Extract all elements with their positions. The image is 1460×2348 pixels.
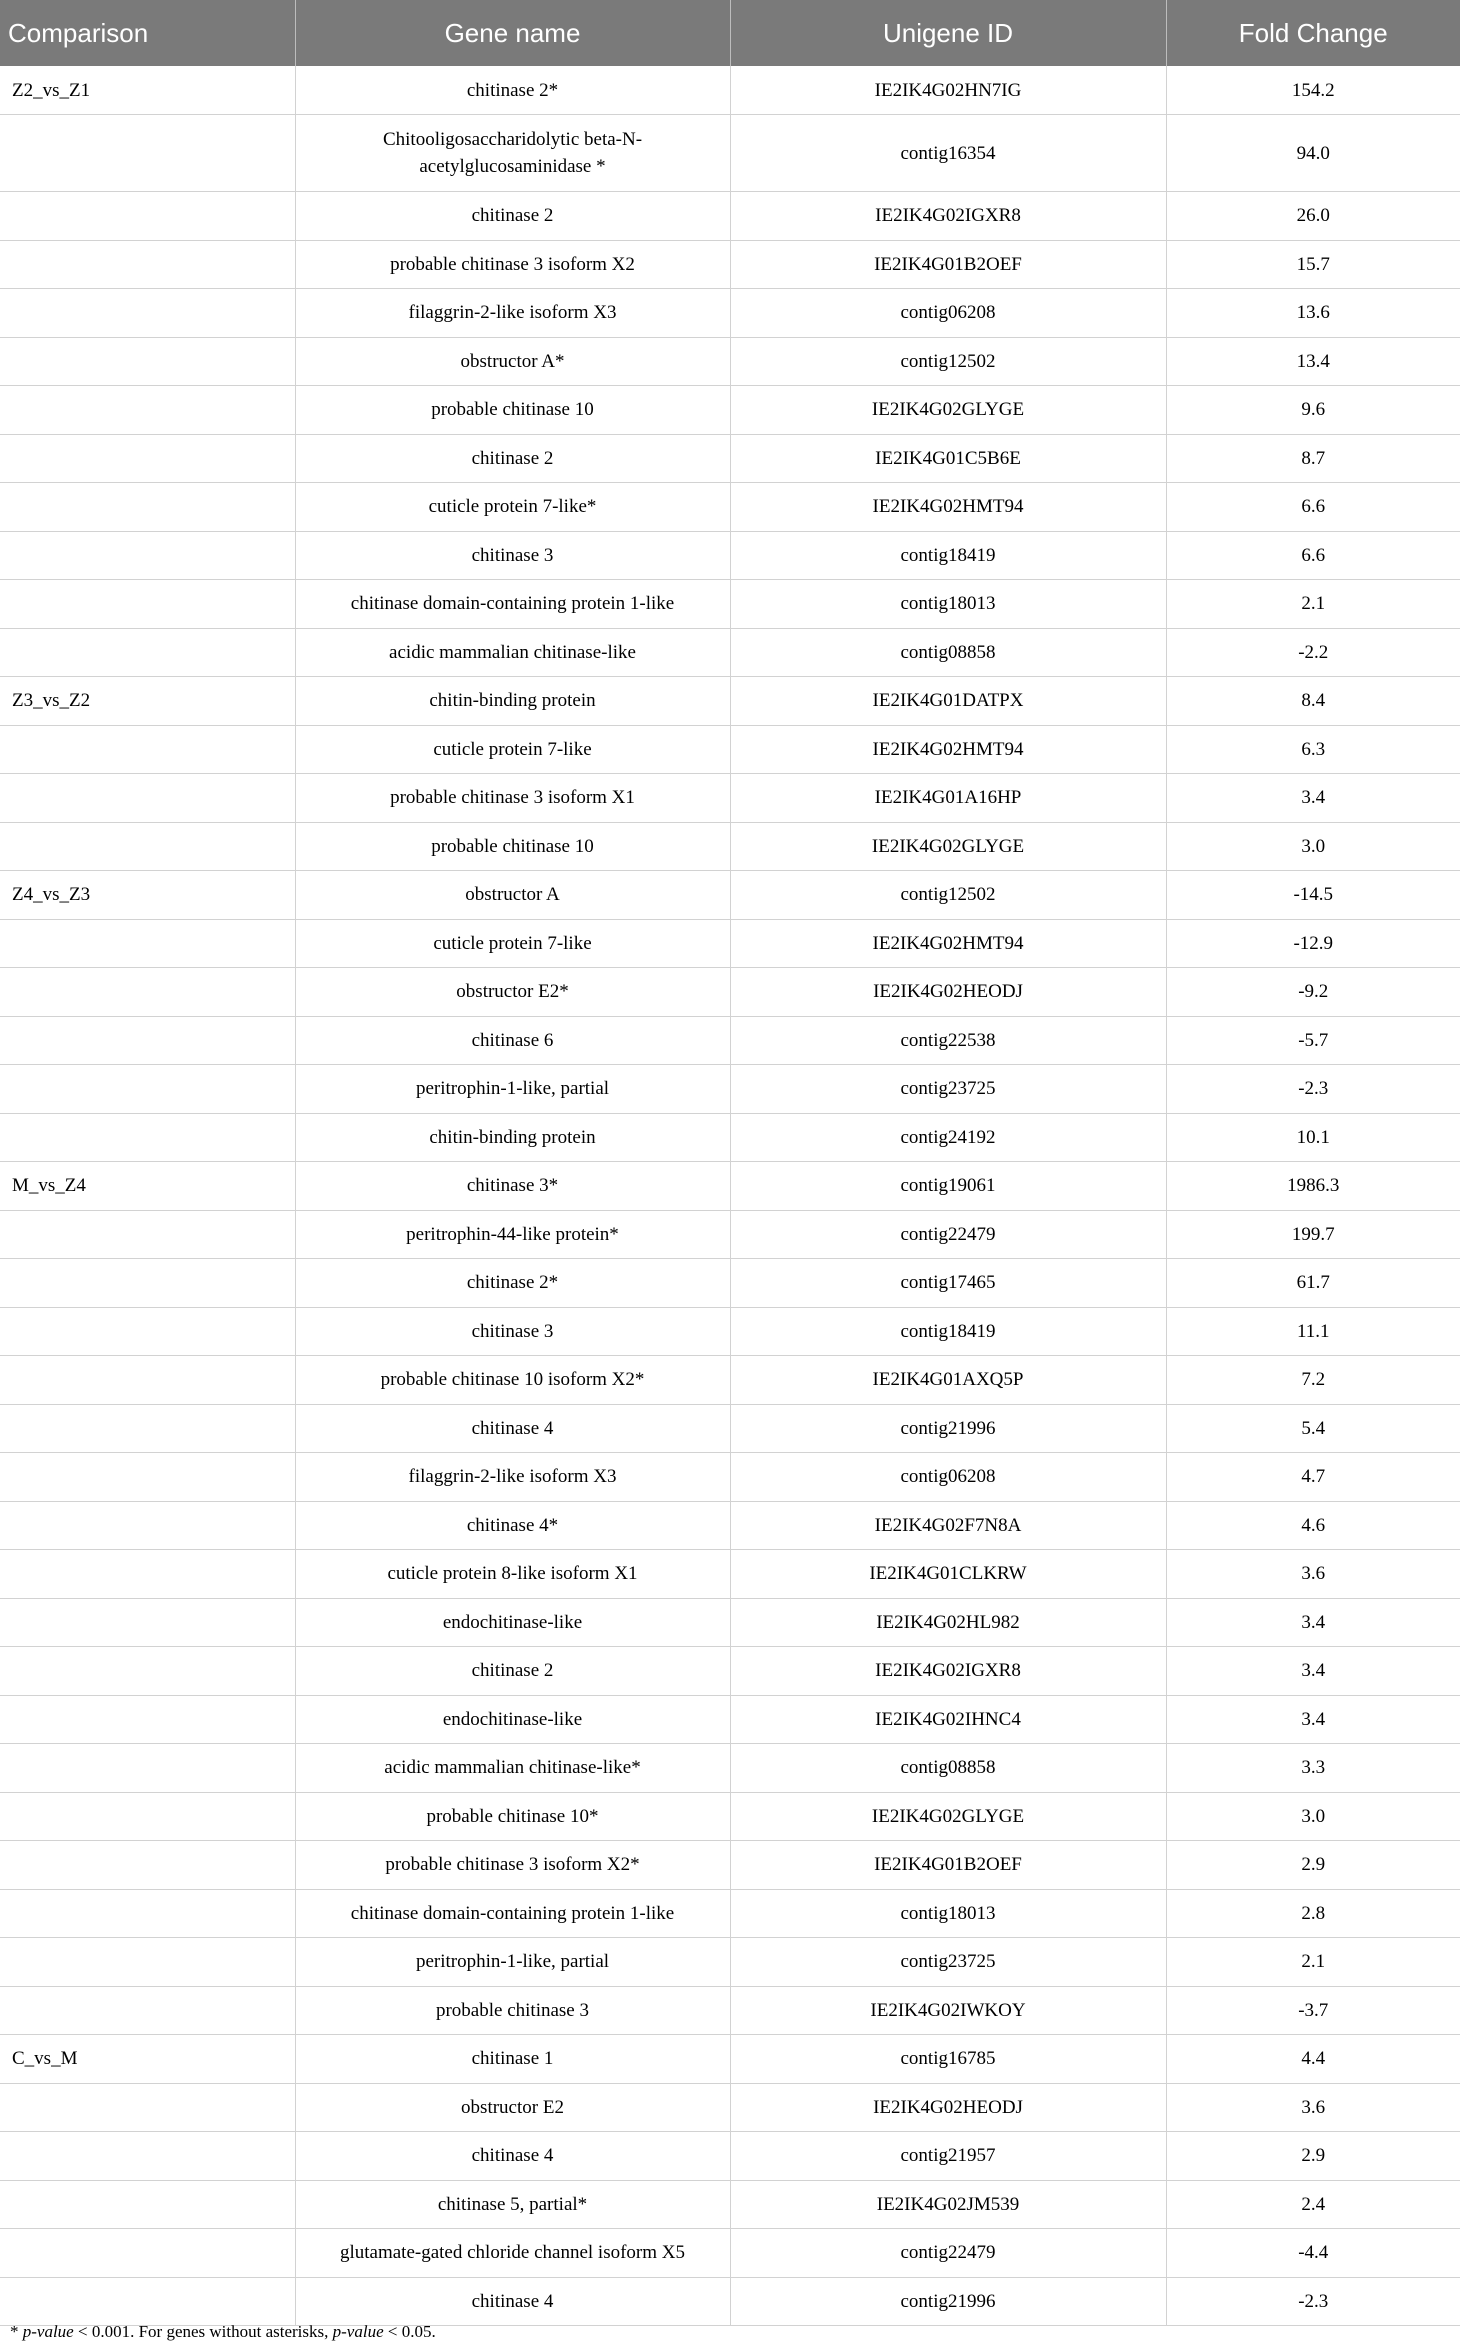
table-row (0, 1841, 1460, 1890)
cell-unigene-id: IE2IK4G02HMT94 (730, 725, 1166, 774)
cell-unigene-id: IE2IK4G02IGXR8 (730, 192, 1166, 241)
table-row (0, 1501, 1460, 1550)
cell-gene-name: chitinase 5, partial* (295, 2180, 730, 2229)
cell-comparison (0, 1598, 295, 1647)
cell-comparison (0, 115, 295, 192)
cell-fold-change: 3.3 (1166, 1744, 1460, 1793)
table-row (0, 1695, 1460, 1744)
cell-fold-change: 3.4 (1166, 1647, 1460, 1696)
cell-comparison (0, 1356, 295, 1405)
cell-unigene-id: IE2IK4G02F7N8A (730, 1501, 1166, 1550)
cell-unigene-id: IE2IK4G02IWKOY (730, 1986, 1166, 2035)
cell-fold-change: 4.7 (1166, 1453, 1460, 1502)
cell-unigene-id: contig16785 (730, 2035, 1166, 2084)
cell-comparison (0, 628, 295, 677)
cell-fold-change: 10.1 (1166, 1113, 1460, 1162)
cell-gene-name: chitinase 3 (295, 531, 730, 580)
cell-fold-change: 154.2 (1166, 66, 1460, 115)
cell-fold-change: 15.7 (1166, 240, 1460, 289)
table-row (0, 66, 1460, 115)
cell-unigene-id: contig21996 (730, 1404, 1166, 1453)
cell-comparison (0, 1744, 295, 1793)
table-row (0, 774, 1460, 823)
cell-gene-name: cuticle protein 8-like isoform X1 (295, 1550, 730, 1599)
cell-gene-name: peritrophin-44-like protein* (295, 1210, 730, 1259)
cell-comparison (0, 1841, 295, 1890)
table-row (0, 1792, 1460, 1841)
footnote-asterisk: * (10, 2322, 19, 2341)
cell-unigene-id: contig18013 (730, 1889, 1166, 1938)
table-row (0, 1356, 1460, 1405)
header-fold-change: Fold Change (1166, 0, 1460, 66)
cell-gene-name: probable chitinase 3 (295, 1986, 730, 2035)
cell-comparison: C_vs_M (0, 2035, 295, 2084)
table-row (0, 2180, 1460, 2229)
cell-comparison (0, 289, 295, 338)
table-row (0, 1598, 1460, 1647)
table-row (0, 677, 1460, 726)
cell-gene-name: chitinase 3* (295, 1162, 730, 1211)
cell-fold-change: 3.4 (1166, 774, 1460, 823)
table-row (0, 2035, 1460, 2084)
table-row (0, 1744, 1460, 1793)
table-row (0, 1307, 1460, 1356)
cell-fold-change: -2.2 (1166, 628, 1460, 677)
cell-unigene-id: contig21996 (730, 2277, 1166, 2326)
cell-unigene-id: contig23725 (730, 1065, 1166, 1114)
table-row (0, 580, 1460, 629)
table-row (0, 1889, 1460, 1938)
table-row (0, 1210, 1460, 1259)
cell-fold-change: 6.6 (1166, 531, 1460, 580)
cell-unigene-id: contig18419 (730, 1307, 1166, 1356)
cell-unigene-id: IE2IK4G01CLKRW (730, 1550, 1166, 1599)
cell-comparison (0, 1501, 295, 1550)
cell-gene-name: chitinase 2 (295, 1647, 730, 1696)
cell-gene-name: peritrophin-1-like, partial (295, 1065, 730, 1114)
cell-gene-name: chitinase 4 (295, 1404, 730, 1453)
cell-gene-name: filaggrin-2-like isoform X3 (295, 1453, 730, 1502)
table-row (0, 115, 1460, 192)
cell-unigene-id: IE2IK4G02HMT94 (730, 483, 1166, 532)
cell-unigene-id: IE2IK4G02HN7IG (730, 66, 1166, 115)
cell-gene-name: obstructor E2 (295, 2083, 730, 2132)
cell-unigene-id: contig06208 (730, 1453, 1166, 1502)
cell-fold-change: 3.6 (1166, 1550, 1460, 1599)
table-row (0, 1065, 1460, 1114)
cell-fold-change: 6.6 (1166, 483, 1460, 532)
cell-unigene-id: contig19061 (730, 1162, 1166, 1211)
cell-comparison (0, 1259, 295, 1308)
cell-gene-name: probable chitinase 10 (295, 822, 730, 871)
cell-unigene-id: IE2IK4G02HMT94 (730, 919, 1166, 968)
cell-comparison (0, 580, 295, 629)
cell-gene-name: obstructor A (295, 871, 730, 920)
cell-gene-name: probable chitinase 10* (295, 1792, 730, 1841)
cell-fold-change: 9.6 (1166, 386, 1460, 435)
table-row (0, 1404, 1460, 1453)
cell-fold-change: 2.1 (1166, 1938, 1460, 1987)
table-row (0, 822, 1460, 871)
cell-comparison (0, 386, 295, 435)
cell-unigene-id: contig21957 (730, 2132, 1166, 2181)
table-row (0, 2132, 1460, 2181)
cell-gene-name: peritrophin-1-like, partial (295, 1938, 730, 1987)
table-header (0, 0, 1460, 66)
footnote (10, 2322, 436, 2342)
cell-fold-change: 3.6 (1166, 2083, 1460, 2132)
cell-fold-change: 2.8 (1166, 1889, 1460, 1938)
cell-comparison: Z2_vs_Z1 (0, 66, 295, 115)
cell-gene-name: probable chitinase 10 isoform X2* (295, 1356, 730, 1405)
cell-fold-change: 8.7 (1166, 434, 1460, 483)
cell-unigene-id: contig18013 (730, 580, 1166, 629)
cell-unigene-id: IE2IK4G01B2OEF (730, 240, 1166, 289)
cell-gene-name: cuticle protein 7-like (295, 725, 730, 774)
table-row (0, 1647, 1460, 1696)
footnote-pvalue-label-2: p-value (332, 2322, 384, 2341)
cell-unigene-id: IE2IK4G02GLYGE (730, 822, 1166, 871)
cell-comparison (0, 2277, 295, 2326)
cell-gene-name: probable chitinase 3 isoform X2 (295, 240, 730, 289)
cell-gene-name: chitinase domain-containing protein 1-like (295, 1889, 730, 1938)
cell-fold-change: -12.9 (1166, 919, 1460, 968)
cell-comparison (0, 1453, 295, 1502)
cell-fold-change: 3.0 (1166, 822, 1460, 871)
cell-unigene-id: IE2IK4G01AXQ5P (730, 1356, 1166, 1405)
cell-fold-change: 2.9 (1166, 2132, 1460, 2181)
table-row (0, 240, 1460, 289)
cell-comparison (0, 337, 295, 386)
cell-comparison (0, 2083, 295, 2132)
table-row (0, 531, 1460, 580)
cell-comparison (0, 2132, 295, 2181)
cell-gene-name: acidic mammalian chitinase-like (295, 628, 730, 677)
cell-comparison (0, 822, 295, 871)
footnote-pvalue-label: p-value (22, 2322, 74, 2341)
cell-unigene-id: contig22479 (730, 2229, 1166, 2278)
footnote-text-1: < 0.001. For genes without asterisks, (73, 2322, 333, 2341)
table-row (0, 434, 1460, 483)
cell-gene-name: probable chitinase 3 isoform X1 (295, 774, 730, 823)
header-gene-name: Gene name (295, 0, 730, 66)
cell-fold-change: 3.4 (1166, 1598, 1460, 1647)
cell-gene-name: obstructor A* (295, 337, 730, 386)
cell-gene-name: chitinase 4* (295, 1501, 730, 1550)
table-row (0, 1162, 1460, 1211)
cell-unigene-id: IE2IK4G02GLYGE (730, 1792, 1166, 1841)
cell-unigene-id: contig08858 (730, 1744, 1166, 1793)
cell-gene-name: acidic mammalian chitinase-like* (295, 1744, 730, 1793)
cell-comparison (0, 483, 295, 532)
cell-gene-name: chitinase 4 (295, 2132, 730, 2181)
header-row (0, 0, 1460, 66)
cell-comparison (0, 725, 295, 774)
cell-unigene-id: IE2IK4G02HEODJ (730, 2083, 1166, 2132)
header-unigene-id: Unigene ID (730, 0, 1166, 66)
table-row (0, 289, 1460, 338)
cell-fold-change: 4.4 (1166, 2035, 1460, 2084)
cell-gene-name: filaggrin-2-like isoform X3 (295, 289, 730, 338)
cell-gene-name: probable chitinase 10 (295, 386, 730, 435)
cell-comparison (0, 1113, 295, 1162)
table-row (0, 1550, 1460, 1599)
cell-comparison (0, 1307, 295, 1356)
footnote-text-2: < 0.05. (383, 2322, 436, 2341)
cell-unigene-id: IE2IK4G02JM539 (730, 2180, 1166, 2229)
cell-comparison (0, 1647, 295, 1696)
table-row (0, 2229, 1460, 2278)
cell-comparison (0, 1938, 295, 1987)
cell-gene-name: probable chitinase 3 isoform X2* (295, 1841, 730, 1890)
cell-fold-change: 94.0 (1166, 115, 1460, 192)
cell-gene-name: endochitinase-like (295, 1598, 730, 1647)
cell-fold-change: 11.1 (1166, 1307, 1460, 1356)
cell-fold-change: 26.0 (1166, 192, 1460, 241)
cell-fold-change: -5.7 (1166, 1016, 1460, 1065)
cell-gene-name: chitinase 4 (295, 2277, 730, 2326)
cell-gene-name: chitinase 6 (295, 1016, 730, 1065)
cell-comparison (0, 968, 295, 1017)
cell-fold-change: 2.9 (1166, 1841, 1460, 1890)
cell-unigene-id: IE2IK4G02HEODJ (730, 968, 1166, 1017)
cell-fold-change: 13.6 (1166, 289, 1460, 338)
cell-unigene-id: contig24192 (730, 1113, 1166, 1162)
cell-fold-change: 3.4 (1166, 1695, 1460, 1744)
table-row (0, 919, 1460, 968)
table-row (0, 968, 1460, 1017)
cell-fold-change: -4.4 (1166, 2229, 1460, 2278)
cell-gene-name: chitinase 2* (295, 66, 730, 115)
cell-comparison (0, 2180, 295, 2229)
cell-comparison (0, 1210, 295, 1259)
cell-gene-name: chitinase 1 (295, 2035, 730, 2084)
cell-comparison (0, 1986, 295, 2035)
table-row (0, 192, 1460, 241)
cell-fold-change: 5.4 (1166, 1404, 1460, 1453)
table-row (0, 337, 1460, 386)
table-row (0, 871, 1460, 920)
cell-fold-change: 6.3 (1166, 725, 1460, 774)
cell-comparison (0, 1792, 295, 1841)
cell-comparison: M_vs_Z4 (0, 1162, 295, 1211)
cell-comparison (0, 1695, 295, 1744)
cell-comparison (0, 774, 295, 823)
cell-unigene-id: IE2IK4G02GLYGE (730, 386, 1166, 435)
cell-unigene-id: contig16354 (730, 115, 1166, 192)
cell-unigene-id: contig17465 (730, 1259, 1166, 1308)
cell-fold-change: 4.6 (1166, 1501, 1460, 1550)
cell-unigene-id: contig22538 (730, 1016, 1166, 1065)
cell-unigene-id: IE2IK4G01DATPX (730, 677, 1166, 726)
table-row (0, 628, 1460, 677)
cell-comparison: Z4_vs_Z3 (0, 871, 295, 920)
cell-gene-name: cuticle protein 7-like* (295, 483, 730, 532)
table-row (0, 1938, 1460, 1987)
cell-unigene-id: contig08858 (730, 628, 1166, 677)
cell-unigene-id: contig23725 (730, 1938, 1166, 1987)
cell-comparison (0, 1016, 295, 1065)
cell-unigene-id: IE2IK4G02IHNC4 (730, 1695, 1166, 1744)
cell-gene-name: obstructor E2* (295, 968, 730, 1017)
cell-fold-change: 1986.3 (1166, 1162, 1460, 1211)
cell-fold-change: 199.7 (1166, 1210, 1460, 1259)
cell-unigene-id: IE2IK4G02IGXR8 (730, 1647, 1166, 1696)
cell-gene-name: chitin-binding protein (295, 1113, 730, 1162)
table-body (0, 66, 1460, 2326)
table-row (0, 1259, 1460, 1308)
cell-fold-change: 3.0 (1166, 1792, 1460, 1841)
cell-gene-name: chitinase 2* (295, 1259, 730, 1308)
cell-comparison (0, 240, 295, 289)
cell-gene-name: glutamate-gated chloride channel isoform X5 (295, 2229, 730, 2278)
cell-unigene-id: IE2IK4G01C5B6E (730, 434, 1166, 483)
table-row (0, 1113, 1460, 1162)
cell-gene-name: chitinase domain-containing protein 1-like (295, 580, 730, 629)
cell-comparison (0, 919, 295, 968)
table-row (0, 725, 1460, 774)
cell-comparison (0, 192, 295, 241)
cell-gene-name: chitinase 2 (295, 434, 730, 483)
table-row (0, 2277, 1460, 2326)
cell-comparison (0, 531, 295, 580)
table-row (0, 1453, 1460, 1502)
cell-gene-name: chitinase 3 (295, 1307, 730, 1356)
table-row (0, 1016, 1460, 1065)
cell-gene-name: cuticle protein 7-like (295, 919, 730, 968)
cell-fold-change: -9.2 (1166, 968, 1460, 1017)
cell-fold-change: -2.3 (1166, 1065, 1460, 1114)
cell-unigene-id: contig12502 (730, 337, 1166, 386)
cell-fold-change: -14.5 (1166, 871, 1460, 920)
cell-unigene-id: contig12502 (730, 871, 1166, 920)
cell-fold-change: -2.3 (1166, 2277, 1460, 2326)
cell-gene-name: endochitinase-like (295, 1695, 730, 1744)
cell-unigene-id: IE2IK4G01A16HP (730, 774, 1166, 823)
cell-fold-change: 7.2 (1166, 1356, 1460, 1405)
cell-unigene-id: contig22479 (730, 1210, 1166, 1259)
table-row (0, 483, 1460, 532)
cell-comparison: Z3_vs_Z2 (0, 677, 295, 726)
cell-fold-change: 61.7 (1166, 1259, 1460, 1308)
table-row (0, 2083, 1460, 2132)
cell-gene-name: chitinase 2 (295, 192, 730, 241)
header-comparison: Comparison (0, 0, 295, 66)
cell-comparison (0, 1404, 295, 1453)
cell-unigene-id: contig18419 (730, 531, 1166, 580)
cell-comparison (0, 434, 295, 483)
cell-comparison (0, 1889, 295, 1938)
cell-unigene-id: contig06208 (730, 289, 1166, 338)
table-row (0, 386, 1460, 435)
cell-unigene-id: IE2IK4G02HL982 (730, 1598, 1166, 1647)
cell-fold-change: 2.4 (1166, 2180, 1460, 2229)
cell-comparison (0, 2229, 295, 2278)
cell-fold-change: -3.7 (1166, 1986, 1460, 2035)
cell-comparison (0, 1550, 295, 1599)
cell-unigene-id: IE2IK4G01B2OEF (730, 1841, 1166, 1890)
cell-fold-change: 8.4 (1166, 677, 1460, 726)
table-row (0, 1986, 1460, 2035)
cell-gene-name: Chitooligosaccharidolytic beta-N-acetylglucosaminidase * (295, 115, 730, 192)
cell-fold-change: 2.1 (1166, 580, 1460, 629)
cell-gene-name: chitin-binding protein (295, 677, 730, 726)
cell-fold-change: 13.4 (1166, 337, 1460, 386)
cell-comparison (0, 1065, 295, 1114)
